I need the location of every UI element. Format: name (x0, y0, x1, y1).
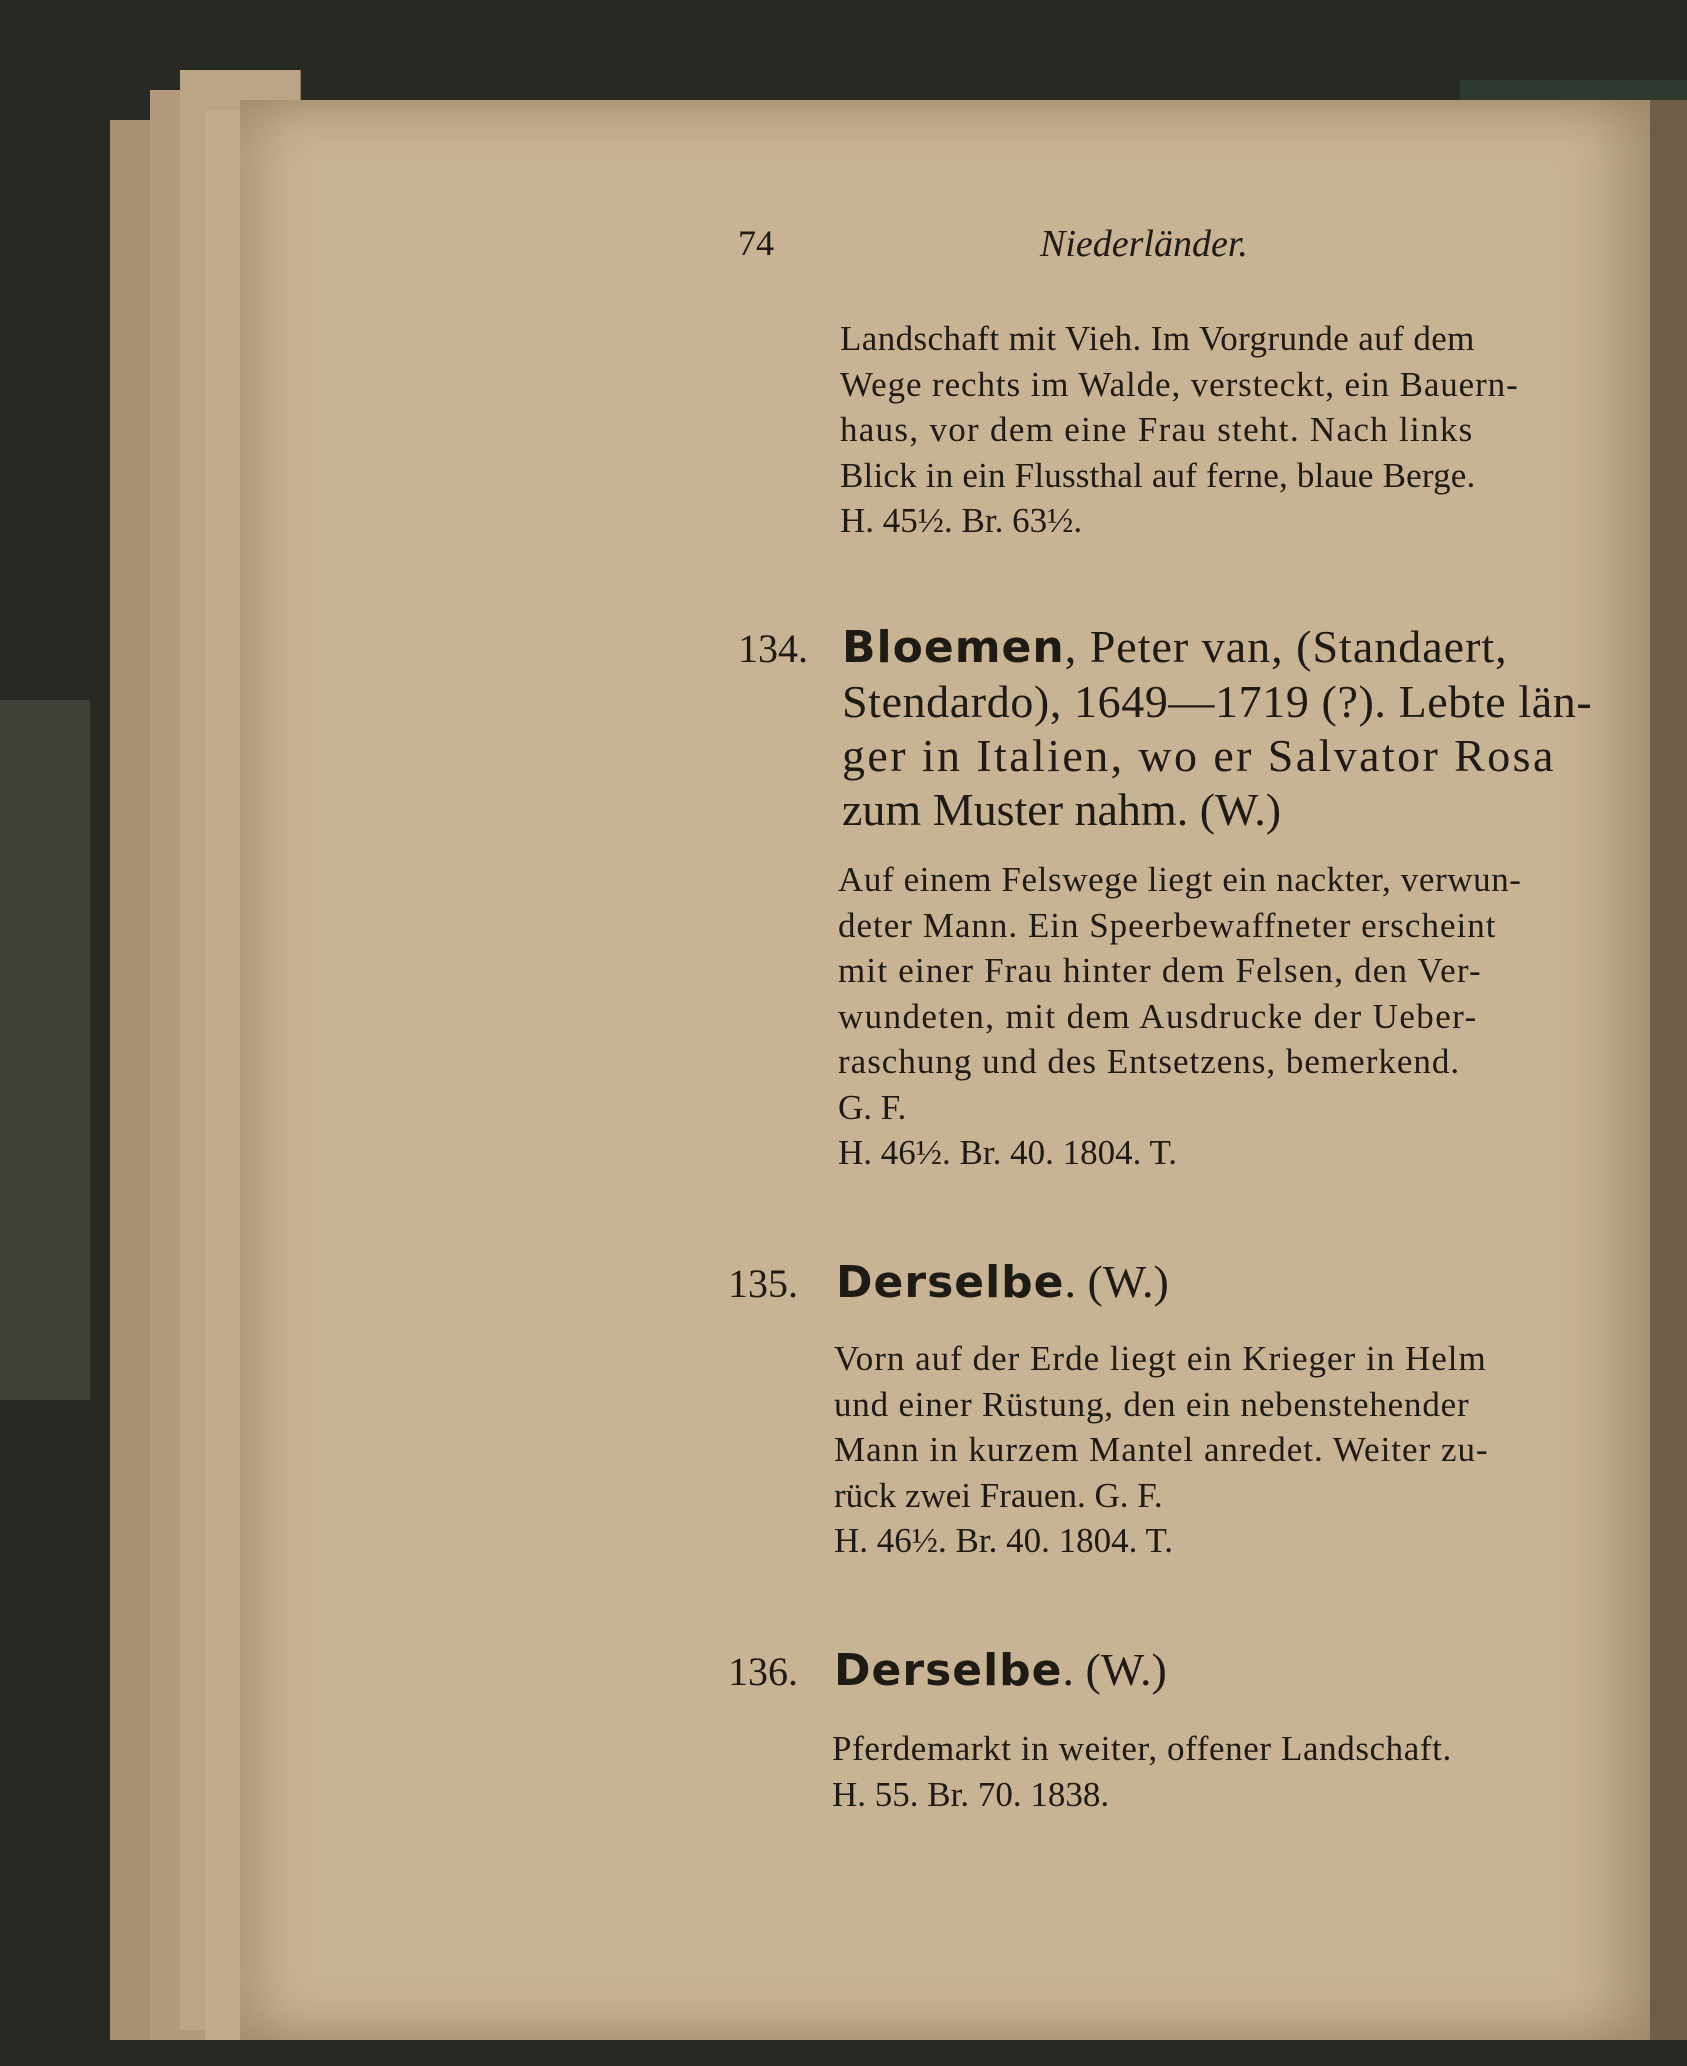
entry-number: 136. (728, 1649, 798, 1694)
entry-description (832, 1726, 1452, 1817)
artist-name: Derselbe (834, 1645, 1063, 1696)
intro-block (840, 316, 1575, 544)
text-line: mit einer Frau hinter dem Felsen, den Ver- (838, 951, 1482, 990)
text-line: H. 55. Br. 70. 1838. (832, 1774, 1110, 1814)
entry-description (838, 857, 1522, 1176)
text-line: H. 46½. Br. 40. 1804. T. (838, 1133, 1177, 1172)
text-line: Vorn auf der Erde liegt ein Krieger in Helm (834, 1339, 1487, 1378)
entry-heading (842, 620, 1592, 837)
page-number: 74 (738, 223, 774, 263)
running-title: Niederländer. (1040, 223, 1248, 265)
text-line: deter Mann. Ein Speerbewaffneter erscheint (838, 905, 1497, 945)
text-line: und einer Rüstung, den ein nebenstehender (834, 1384, 1470, 1424)
heading-line: zum Muster nahm. (W.) (842, 784, 1282, 835)
text-line: haus, vor dem eine Frau steht. Nach links (840, 410, 1474, 449)
heading-text: . (W.) (1062, 1644, 1167, 1695)
text-line: Pferdemarkt in weiter, offener Landschaft. (832, 1729, 1452, 1768)
entry-heading (834, 1643, 1167, 1698)
text-line: Landschaft mit Vieh. Im Vorgrunde auf dem (840, 319, 1475, 358)
entry-number: 135. (728, 1261, 798, 1306)
text-line: rück zwei Frauen. G. F. (834, 1475, 1163, 1515)
text-line: G. F. (838, 1087, 907, 1127)
book-cover-left (0, 700, 90, 1400)
text-line: Wege rechts im Walde, versteckt, ein Bauern- (840, 364, 1519, 404)
artist-name: Bloemen (842, 622, 1065, 673)
page-gutter (1650, 100, 1687, 2040)
text-line: Mann in kurzem Mantel anredet. Weiter zu- (834, 1430, 1489, 1469)
heading-text: . (W.) (1064, 1256, 1169, 1307)
text-line: Auf einem Felswege liegt ein nackter, verwun- (838, 860, 1522, 899)
heading-text: , Peter van, (Standaert, (1064, 621, 1508, 672)
text-line: H. 46½. Br. 40. 1804. T. (834, 1521, 1173, 1560)
text-line: Blick in ein Flussthal auf ferne, blaue Berge. (840, 455, 1476, 495)
text-line: H. 45½. Br. 63½. (840, 501, 1083, 540)
artist-name: Derselbe (836, 1257, 1065, 1308)
entry-heading (836, 1255, 1169, 1310)
text-line: raschung und des Entsetzens, bemerkend. (838, 1042, 1461, 1081)
entry-description (834, 1336, 1489, 1564)
heading-line: ger in Italien, wo er Salvator Rosa (842, 730, 1556, 781)
heading-line: Stendardo), 1649—1719 (?). Lebte län- (842, 676, 1593, 727)
entry-number: 134. (738, 626, 808, 671)
text-line: wundeten, mit dem Ausdrucke der Ueber- (838, 996, 1478, 1036)
